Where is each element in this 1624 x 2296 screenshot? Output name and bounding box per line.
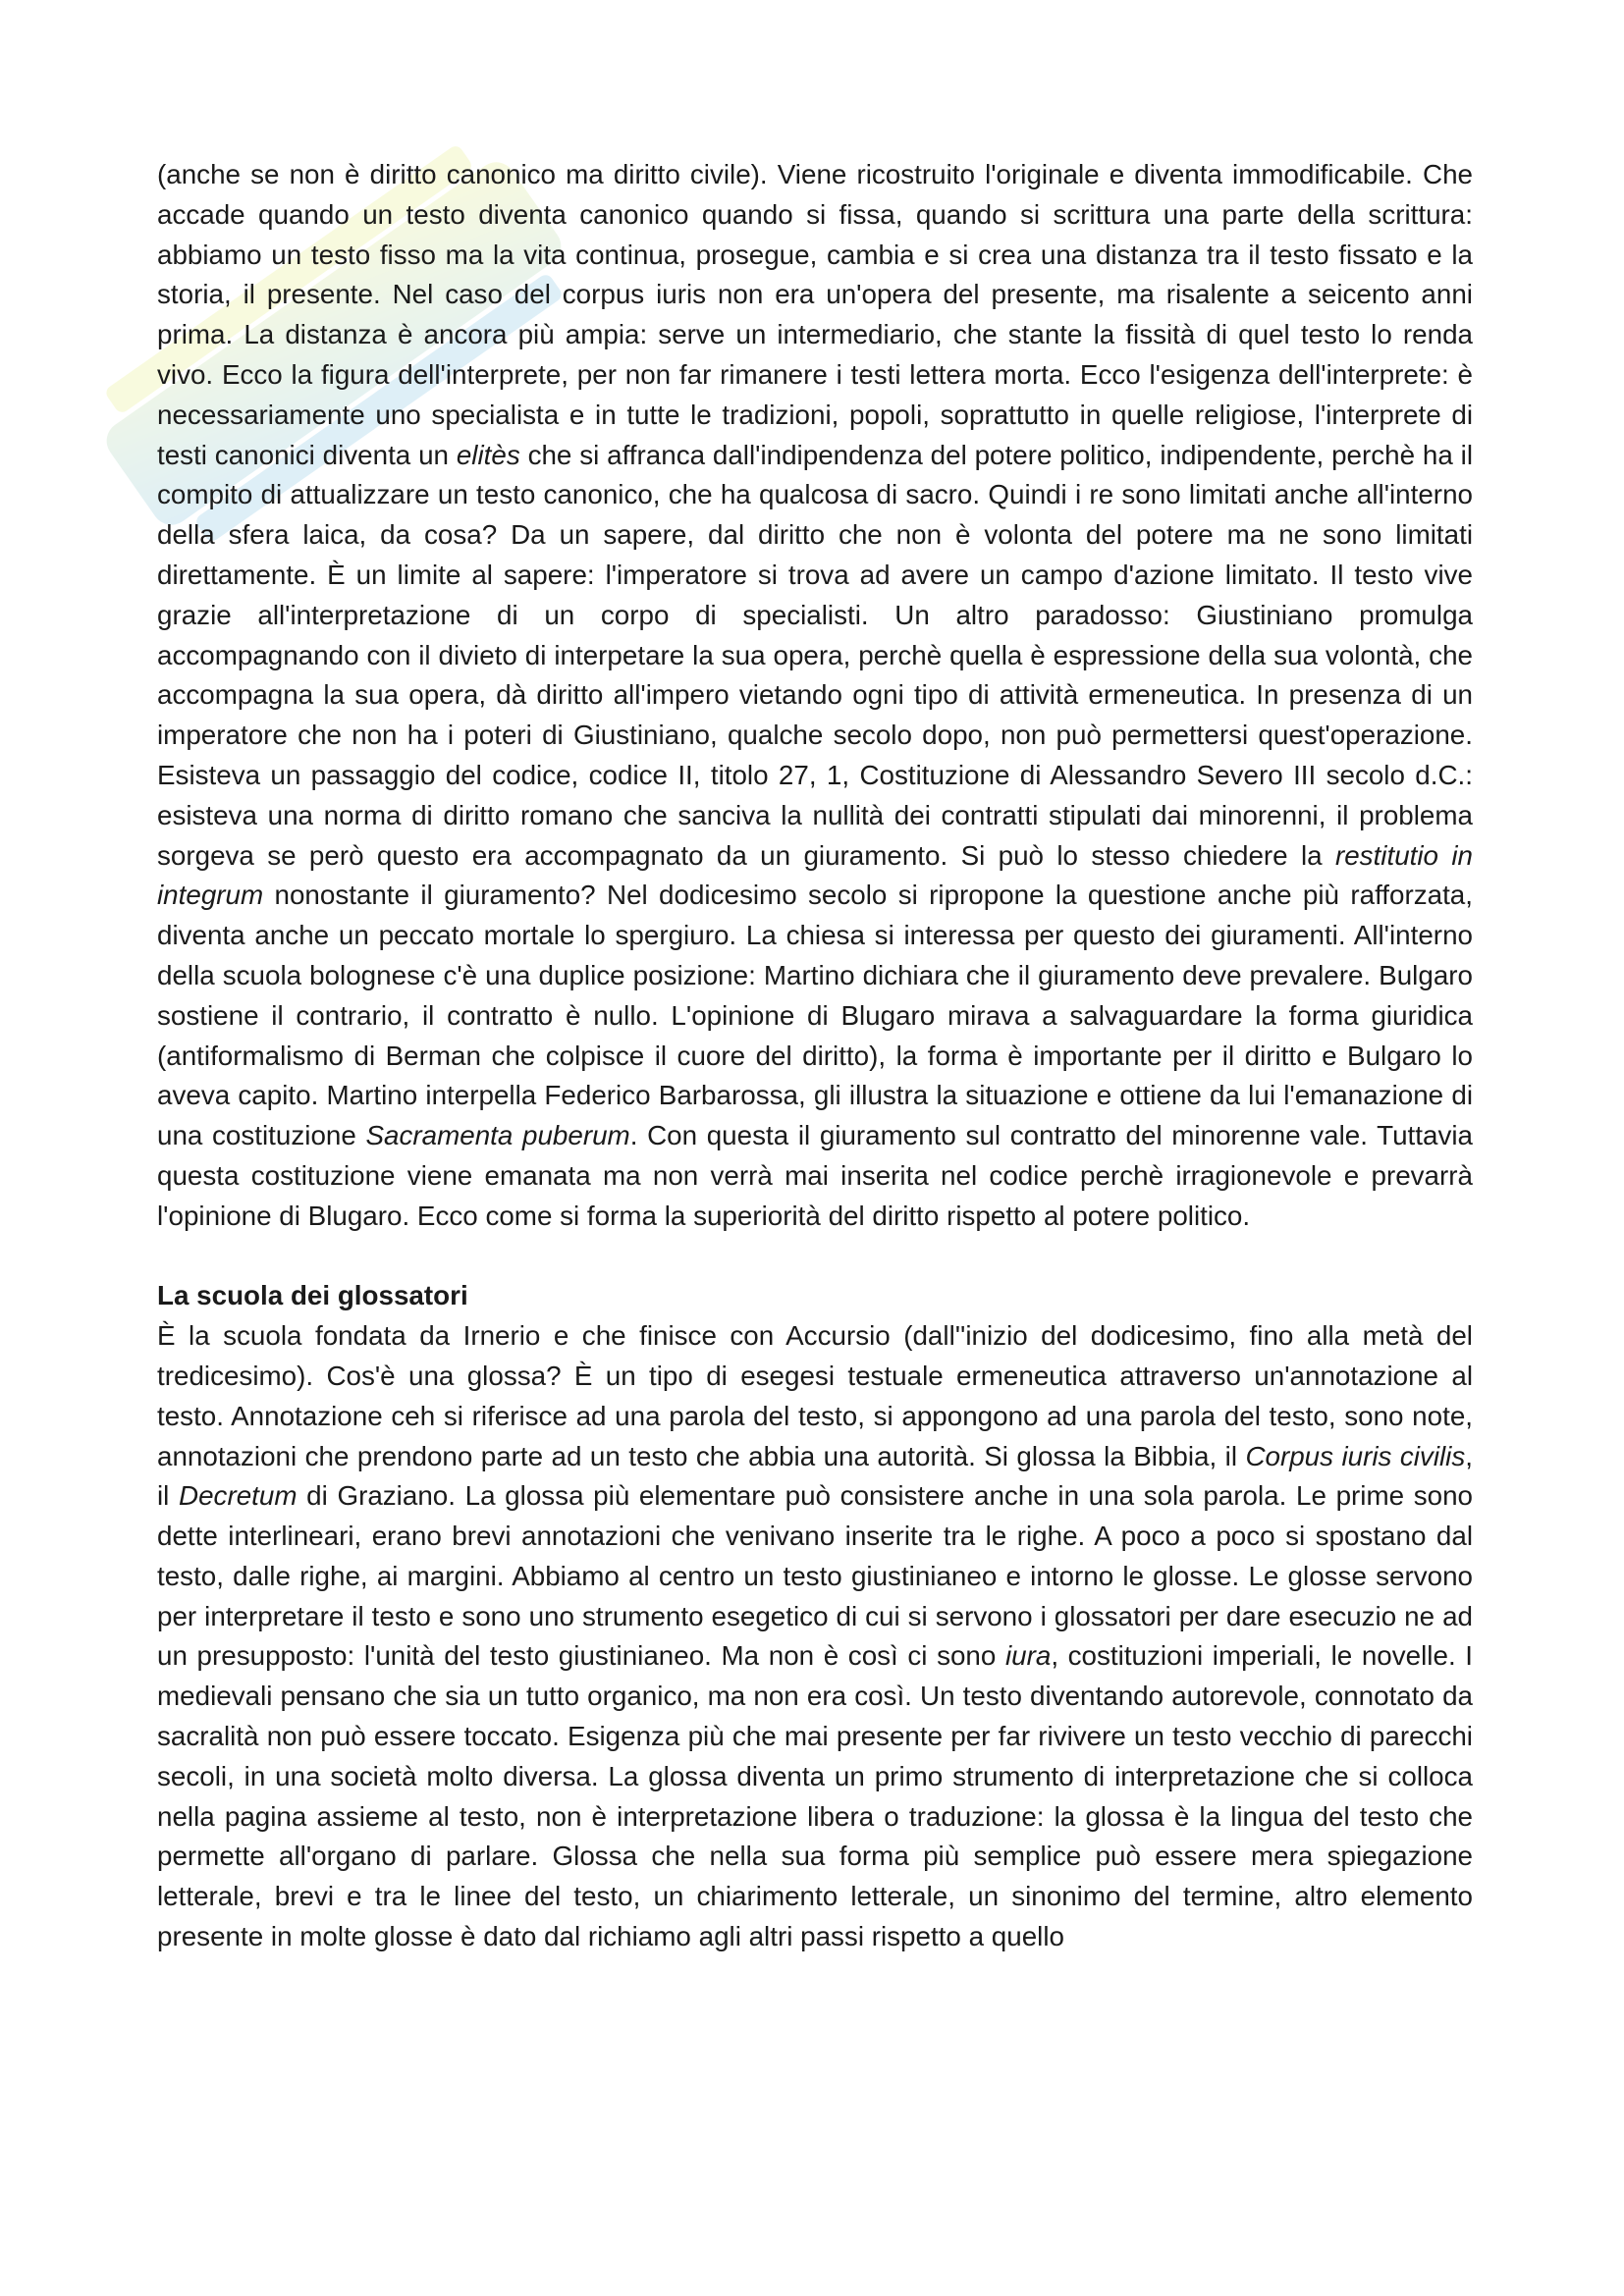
paragraph-2-text-a: È la scuola fondata da Irnerio e che finisce con Accursio (dall''inizio del dodicesimo, fino alla metà del tredicesimo). Cos'è una glossa? È un tipo di esegesi testuale ermeneutica attraverso un'annotazione al testo. Annotazione ceh si riferisce ad una parola del testo, si appongono ad una parola del testo, sono note, annotazioni che prendono parte ad un testo che abbia una autorità. Si glossa la Bibbia, il xyxy=(157,1320,1473,1471)
section-heading: La scuola dei glossatori xyxy=(157,1280,468,1311)
paragraph-1-italic-c: Sacramenta puberum xyxy=(365,1120,630,1151)
paragraph-2-text-d: , costituzioni imperiali, le novelle. I medievali pensano che sia un tutto organico, ma non era così. Un testo diventando autorevole, connotato da sacralità non può essere toccato. Esigenza più che mai presente per far rivivere un testo vecchio di parecchi secoli, in una società molto diversa. La glossa diventa un primo strumento di interpretazione che si colloca nella pagina assieme al testo, non è interpretazione libera o traduzione: la glossa è la lingua del testo che permette all'organo di parlare. Glossa che nella sua forma più semplice può essere mera spiegazione letterale, brevi e tra le linee del testo, un chiarimento letterale, un sinonimo del termine, altro elemento presente in molte glosse è dato dal richiamo agli altri passi rispetto a quello xyxy=(157,1640,1473,1952)
paragraph-2-text-c: di Graziano. La glossa più elementare può consistere anche in una sola parola. Le prime sono dette interlineari, erano brevi annotazioni che venivano inserite tra le righe. A poco a poco si spostano dal testo, dalle righe, ai margini. Abbiamo al centro un testo giustinianeo e intorno le glosse. Le glosse servono per interpretare il testo e sono uno strumento esegetico di cui si servono i glossatori per dare esecuzio ne ad un presupposto: l'unità del testo giustinianeo. Ma non è così ci sono xyxy=(157,1480,1473,1672)
paragraph-2-italic-a: Corpus iuris civilis xyxy=(1245,1440,1466,1471)
paragraph-1-italic-b: restitutio in integrum xyxy=(157,839,1473,911)
document-body xyxy=(157,155,1473,1957)
paragraph-1 xyxy=(157,155,1473,1237)
paragraph-2-italic-c: iura xyxy=(1004,1640,1052,1672)
paragraph-2-italic-b: Decretum xyxy=(179,1480,298,1512)
paragraph-1-text-d: . Con questa il giuramento sul contratto del minorenne vale. Tuttavia questa costituzione viene emanata ma non verrà mai inserita nel codice perchè irragionevole e prevarrà l'opinione di Blugaro. Ecco come si forma la superiorità del diritto rispetto al potere politico. xyxy=(157,1120,1473,1231)
paragraph-1-italic-a: elitès xyxy=(456,439,520,470)
paragraph-2-text-b: , il xyxy=(157,1440,1473,1512)
paragraph-1-text-c: nonostante il giuramento? Nel dodicesimo secolo si ripropone la questione anche più rafforzata, diventa anche un peccato mortale lo spergiuro. La chiesa si interessa per questo dei giuramenti. All'interno della scuola bolognese c'è una duplice posizione: Martino dichiara che il giuramento deve prevalere. Bulgaro sostiene il contrario, il contratto è nullo. L'opinione di Blugaro mirava a salvaguardare la forma giuridica (antiformalismo di Berman che colpisce il cuore del diritto), la forma è importante per il diritto e Bulgaro lo aveva capito. Martino interpella Federico Barbarossa, gli illustra la situazione e ottiene da lui l'emanazione di una costituzione xyxy=(157,880,1473,1151)
paragraph-2 xyxy=(157,1316,1473,1957)
paragraph-1-text-a: (anche se non è diritto canonico ma diritto civile). Viene ricostruito l'originale e diventa immodificabile. Che accade quando un testo diventa canonico quando si fissa, quando si scrittura una parte della scrittura: abbiamo un testo fisso ma la vita continua, prosegue, cambia e si crea una distanza tra il testo fissato e la storia, il presente. Nel caso del corpus iuris non era un'opera del presente, ma risalente a seicento anni prima. La distanza è ancora più ampia: serve un intermediario, che stante la fissità di quel testo lo renda vivo. Ecco la figura dell'interprete, per non far rimanere i testi lettera morta. Ecco l'esigenza dell'interprete: è necessariamente uno specialista e in tutte le tradizioni, popoli, soprattutto in quelle religiose, l'interprete di testi canonici diventa un xyxy=(157,159,1473,470)
paragraph-1-text-b: che si affranca dall'indipendenza del potere politico, indipendente, perchè ha il compito di attualizzare un testo canonico, che ha qualcosa di sacro. Quindi i re sono limitati anche all'interno della sfera laica, da cosa? Da un sapere, dal diritto che non è volonta del potere ma ne sono limitati direttamente. È un limite al sapere: l'imperatore si trova ad avere un campo d'azione limitato. Il testo vive grazie all'interpretazione di un corpo di specialisti. Un altro paradosso: Giustiniano promulga accompagnando con il divieto di interpetare la sua opera, perchè quella è espressione della sua volontà, che accompagna la sua opera, dà diritto all'impero vietando ogni tipo di attività ermeneutica. In presenza di un imperatore che non ha i poteri di Giustiniano, qualche secolo dopo, non può permettersi quest'operazione. Esisteva un passaggio del codice, codice II, titolo 27, 1, Costituzione di Alessandro Severo III secolo d.C.: esisteva una norma di diritto romano che sanciva la nullità dei contratti stipulati dai minorenni, il problema sorgeva se però questo era accompagnato da un giuramento. Si può lo stesso chiedere la xyxy=(157,439,1473,871)
